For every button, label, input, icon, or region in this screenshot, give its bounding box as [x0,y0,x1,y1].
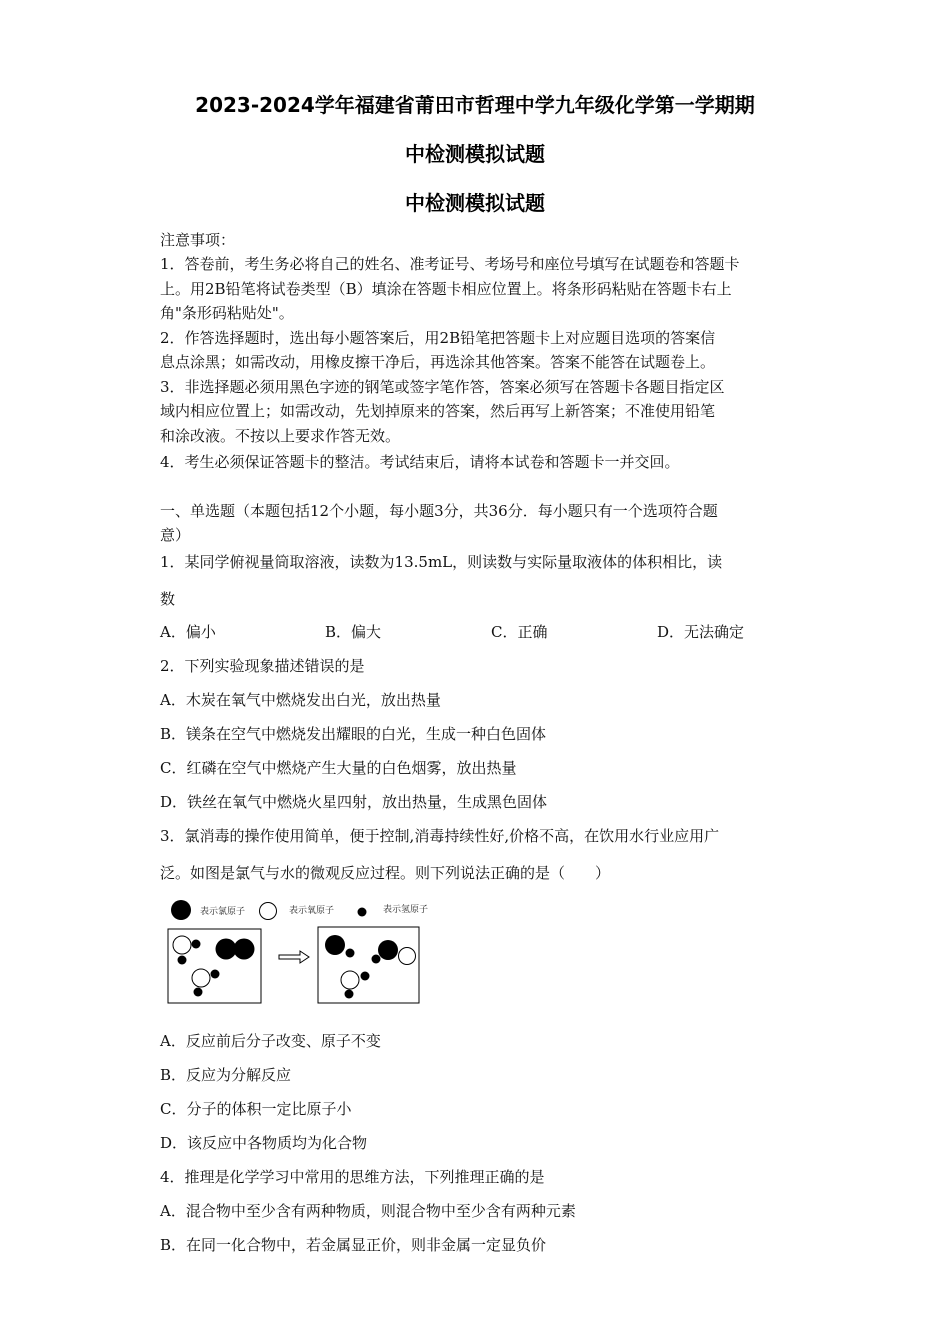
q3-stem-cont: 泛。如图是氯气与水的微观反应过程。则下列说法正确的是（ ） [160,864,611,882]
notice-line: 和涂改液。不按以上要求作答无效。 [160,427,401,445]
notice-line: 2．作答选择题时，选出每小题答案后，用2B铅笔把答题卡上对应题目选项的答案信 [160,329,716,347]
notice-line: 息点涂黑；如需改动，用橡皮擦干净后，再选涂其他答案。答案不能答在试题卷上。 [160,353,716,371]
chlorine-atom [378,940,398,960]
q1-option-b[interactable]: B．偏大 [325,623,382,641]
notice-line: 4．考生必须保证答题卡的整洁。考试结束后，请将本试卷和答题卡一并交回。 [160,453,680,471]
oxygen-atom-icon [260,903,277,920]
hydrogen-atom [192,940,201,949]
hydrogen-atom [346,949,355,958]
q4-stem: 4．推理是化学学习中常用的思维方法，下列推理正确的是 [160,1168,545,1186]
q3-stem: 3．氯消毒的操作使用简单，便于控制,消毒持续性好,价格不高，在饮用水行业应用广 [160,827,720,845]
notice-line: 角"条形码粘贴处"。 [160,304,294,322]
oxygen-atom [341,971,359,989]
exam-title-line-2: 中检测模拟试题 [405,142,545,166]
q4-option-a[interactable]: A．混合物中至少含有两种物质，则混合物中至少含有两种元素 [160,1202,576,1220]
exam-title-line-3: 中检测模拟试题 [405,191,545,215]
hydrogen-atom [345,990,354,999]
legend-oxygen-label: 表示氧原子 [289,906,335,916]
q3-option-b[interactable]: B．反应为分解反应 [160,1066,292,1084]
q1-option-c[interactable]: C．正确 [491,623,548,641]
q2-option-d[interactable]: D．铁丝在氧气中燃烧火星四射，放出热量，生成黑色固体 [160,793,548,811]
oxygen-atom [399,948,416,965]
section-heading: 一、单选题（本题包括12个小题，每小题3分，共36分．每小题只有一个选项符合题 [160,502,718,520]
hydrogen-atom-icon [358,908,367,917]
q3-option-c[interactable]: C．分子的体积一定比原子小 [160,1100,352,1118]
hydrogen-atom [372,955,381,964]
chlorine-atom-icon [171,900,191,920]
chlorine-atom [325,935,345,955]
reaction-arrow-icon [279,951,309,963]
notice-line: 1．答卷前，考生务必将自己的姓名、准考证号、考场号和座位号填写在试题卷和答题卡 [160,255,740,273]
legend-chlorine-label: 表示氯原子 [200,907,246,917]
q1-option-a[interactable]: A．偏小 [160,623,216,641]
notice-line: 域内相应位置上；如需改动，先划掉原来的答案，然后再写上新答案；不准使用铅笔 [160,402,716,420]
oxygen-atom [192,969,210,987]
q2-option-a[interactable]: A．木炭在氧气中燃烧发出白光，放出热量 [160,691,441,709]
q3-option-d[interactable]: D．该反应中各物质均为化合物 [160,1134,368,1152]
notice-heading: 注意事项： [160,231,236,249]
chlorine-atom [216,939,237,960]
reaction-diagram [160,896,460,1008]
q1-stem: 1．某同学俯视量筒取溶液，读数为13.5mL，则读数与实际量取液体的体积相比，读 [160,553,723,571]
notice-line: 3．非选择题必须用黑色字迹的钢笔或签字笔作答，答案必须写在答题卡各题目指定区 [160,378,725,396]
q1-stem-cont: 数 [160,590,176,608]
q1-option-d[interactable]: D．无法确定 [657,623,745,641]
q2-stem: 2．下列实验现象描述错误的是 [160,657,365,675]
hydrogen-atom [178,956,187,965]
chlorine-atom [234,939,255,960]
legend-hydrogen-label: 表示氢原子 [383,905,429,915]
hydrogen-atom [361,972,370,981]
oxygen-atom [173,936,191,954]
exam-title-line-1: 2023-2024学年福建省莆田市哲理中学九年级化学第一学期期 [195,93,755,117]
section-heading-cont: 意） [160,526,191,544]
notice-line: 上。用2B铅笔将试卷类型（B）填涂在答题卡相应位置上。将条形码粘贴在答题卡右上 [160,280,732,298]
hydrogen-atom [211,970,220,979]
q3-option-a[interactable]: A．反应前后分子改变、原子不变 [160,1032,381,1050]
q2-option-c[interactable]: C．红磷在空气中燃烧产生大量的白色烟雾，放出热量 [160,759,517,777]
q2-option-b[interactable]: B．镁条在空气中燃烧发出耀眼的白光，生成一种白色固体 [160,725,547,743]
hydrogen-atom [194,988,203,997]
q4-option-b[interactable]: B．在同一化合物中，若金属显正价，则非金属一定显负价 [160,1236,547,1254]
